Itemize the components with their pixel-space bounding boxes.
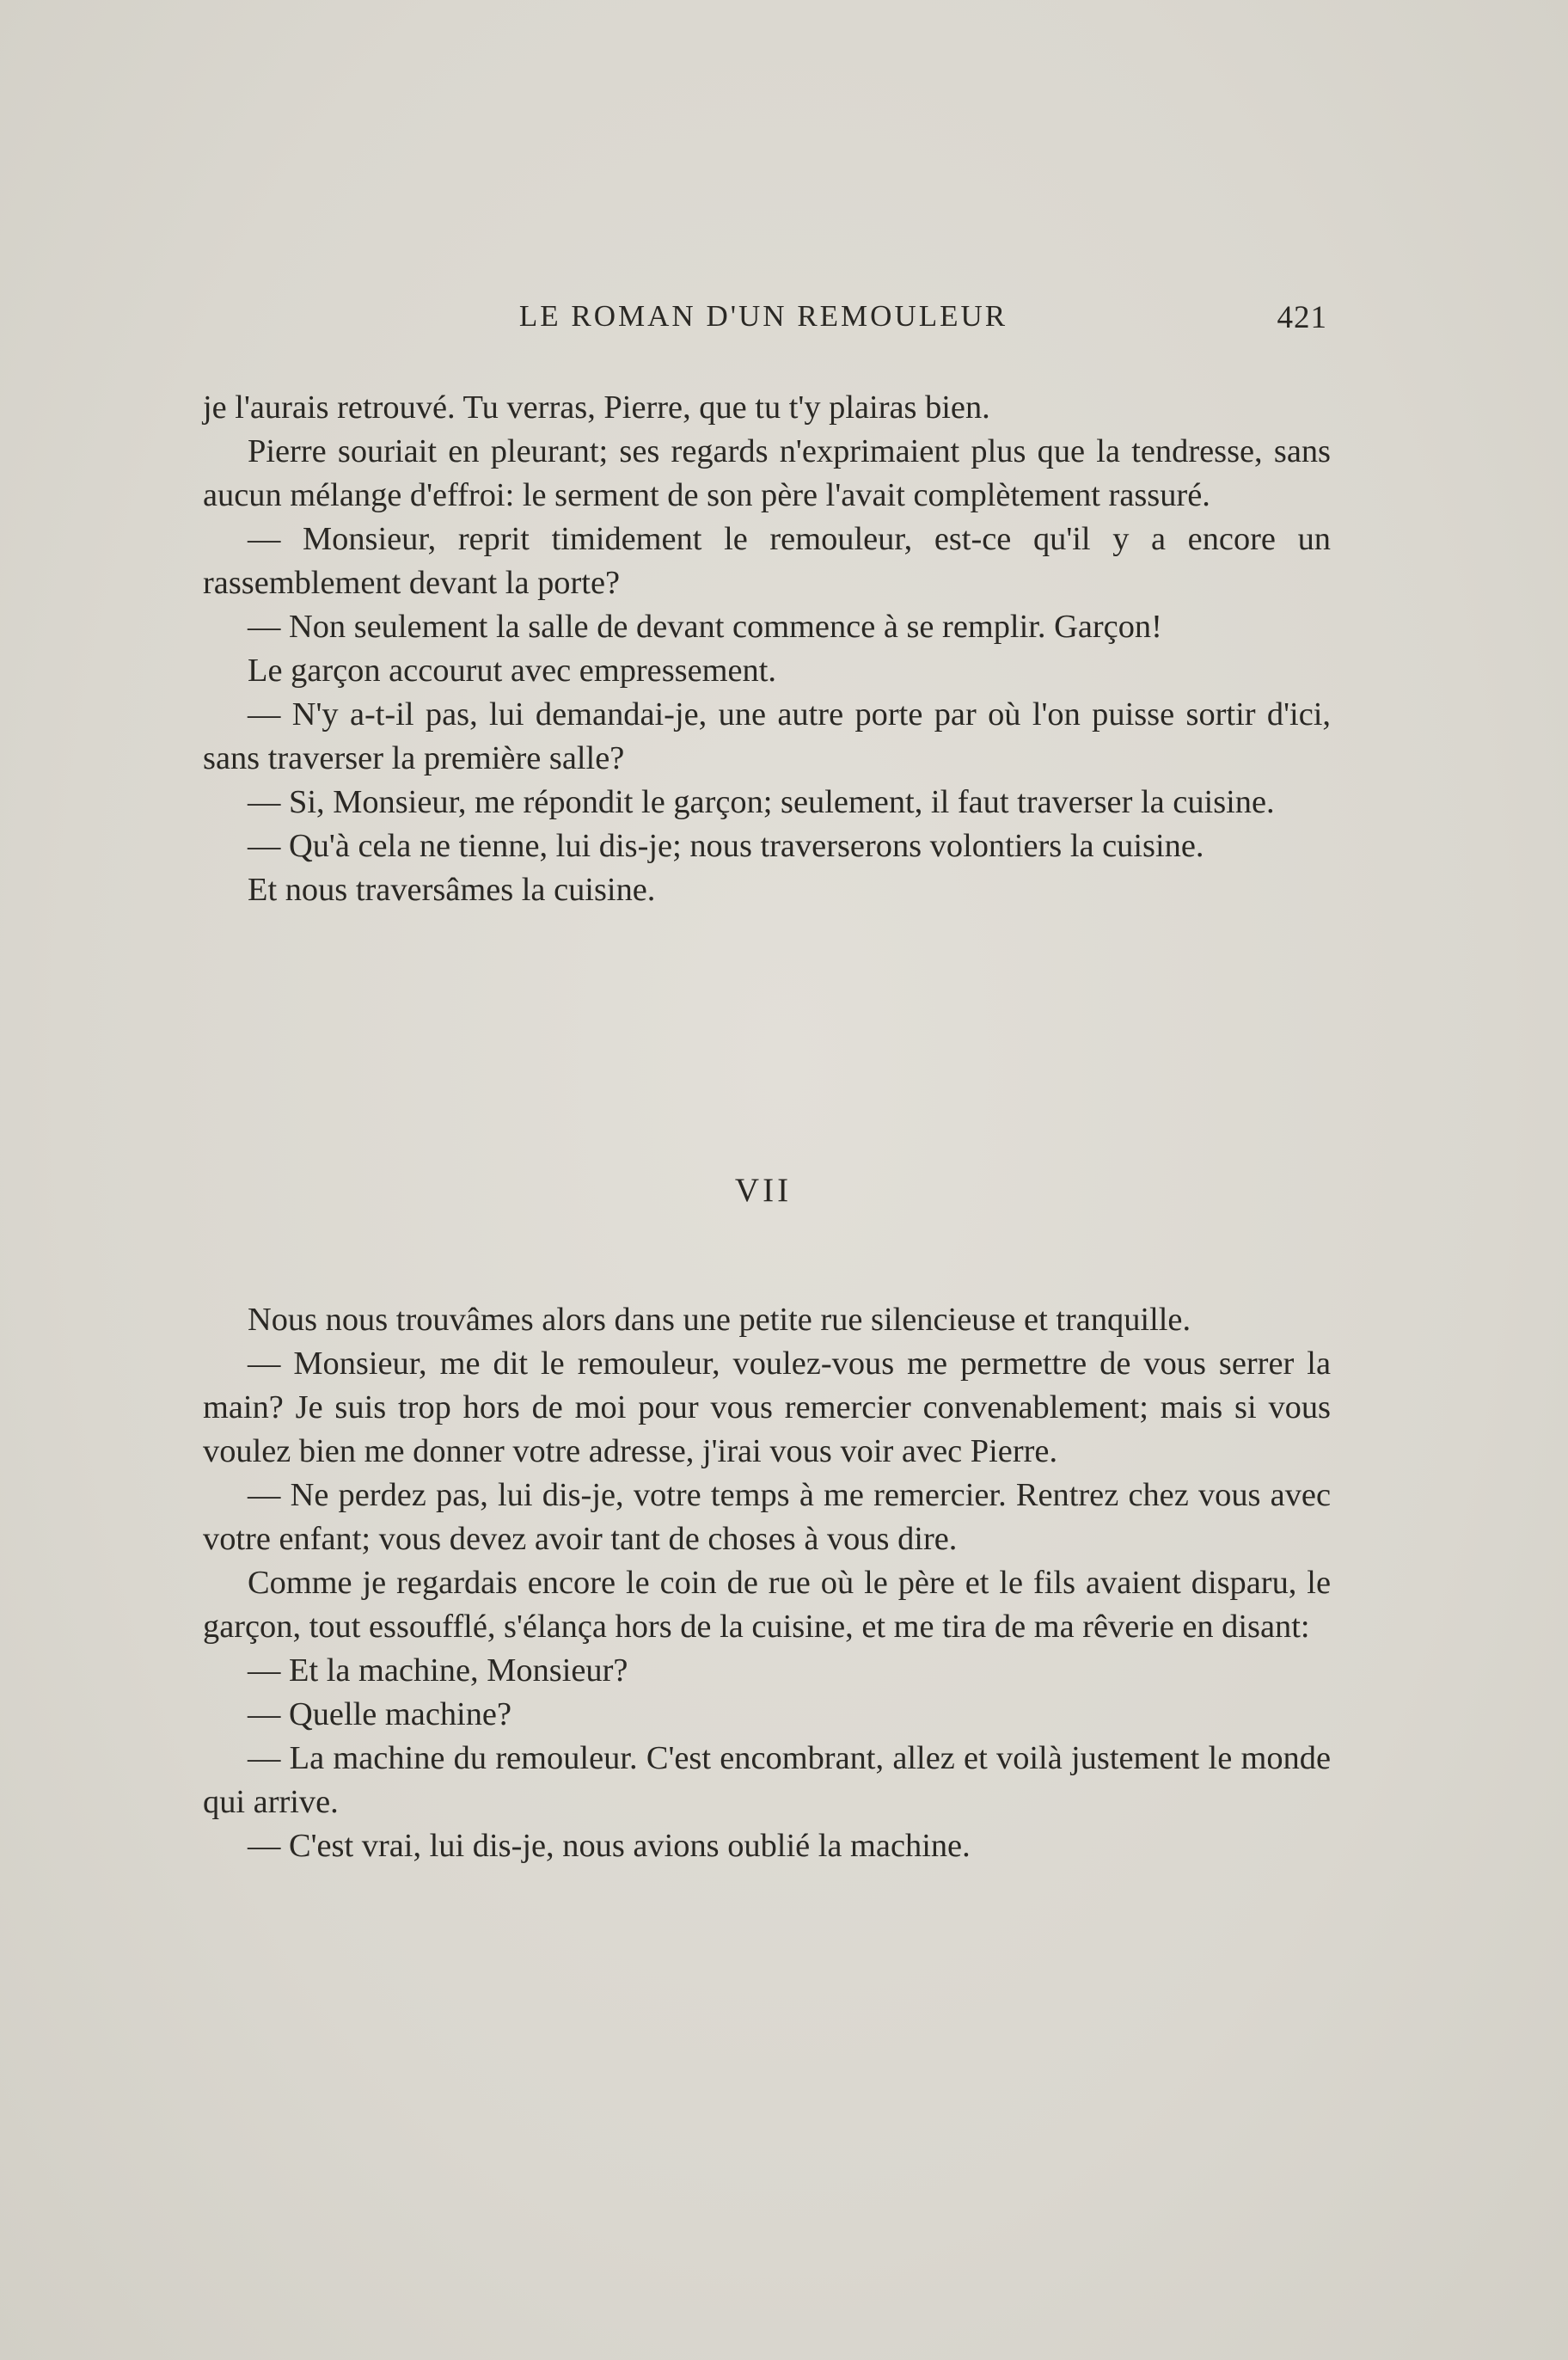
paragraph: — Monsieur, me dit le remouleur, voulez-vous me permettre de vous serrer la main? Je suis trop hors de moi pour vous remercier convenablement; mais si vous voulez bien me donner votre adresse, j'irai vous voir avec Pierre. xyxy=(203,1346,1331,1469)
paragraph: Et nous traversâmes la cuisine. xyxy=(248,872,656,908)
paragraph: Comme je regardais encore le coin de rue où le père et le fils avaient disparu, le garçon, tout essoufflé, s'élança hors de la cuisine, et me tira de ma rêverie en disant: xyxy=(203,1565,1331,1645)
page-header xyxy=(199,299,1327,342)
page-number: 421 xyxy=(1277,300,1327,335)
paragraph: je l'aurais retrouvé. Tu verras, Pierre, que tu t'y plairas bien. xyxy=(203,389,990,426)
paragraph: Nous nous trouvâmes alors dans une petite rue silencieuse et tranquille. xyxy=(248,1302,1191,1338)
paragraph: — Quelle machine? xyxy=(248,1696,511,1732)
text-section-2 xyxy=(203,1298,1331,1868)
paragraph: Le garçon accourut avec empressement. xyxy=(248,653,776,689)
paragraph: — Et la machine, Monsieur? xyxy=(248,1652,628,1689)
paragraph: Pierre souriait en pleurant; ses regards n'exprimaient plus que la tendresse, sans aucun mélange d'effroi: le serment de son père l'avait complètement rassuré. xyxy=(203,433,1331,513)
paragraph: — N'y a-t-il pas, lui demandai-je, une autre porte par où l'on puisse sortir d'ici, sans traverser la première salle? xyxy=(203,696,1331,776)
paragraph: — Ne perdez pas, lui dis-je, votre temps à me remercier. Rentrez chez vous avec votre enfant; vous devez avoir tant de choses à vous dire. xyxy=(203,1477,1331,1557)
paragraph: — Si, Monsieur, me répondit le garçon; seulement, il faut traverser la cuisine. xyxy=(248,784,1275,820)
text-section-1 xyxy=(203,386,1331,912)
paragraph: — Non seulement la salle de devant commence à se remplir. Garçon! xyxy=(248,609,1162,645)
paragraph: — La machine du remouleur. C'est encombrant, allez et voilà justement le monde qui arrive. xyxy=(203,1740,1331,1820)
chapter-heading: VII xyxy=(734,1172,793,1209)
paragraph: — Monsieur, reprit timidement le remouleur, est-ce qu'il y a encore un rassemblement devant la porte? xyxy=(203,521,1331,601)
running-title: LE ROMAN D'UN REMOULEUR xyxy=(518,299,1008,333)
paragraph: — Qu'à cela ne tienne, lui dis-je; nous traverserons volontiers la cuisine. xyxy=(248,828,1204,864)
paragraph: — C'est vrai, lui dis-je, nous avions oublié la machine. xyxy=(248,1828,971,1864)
